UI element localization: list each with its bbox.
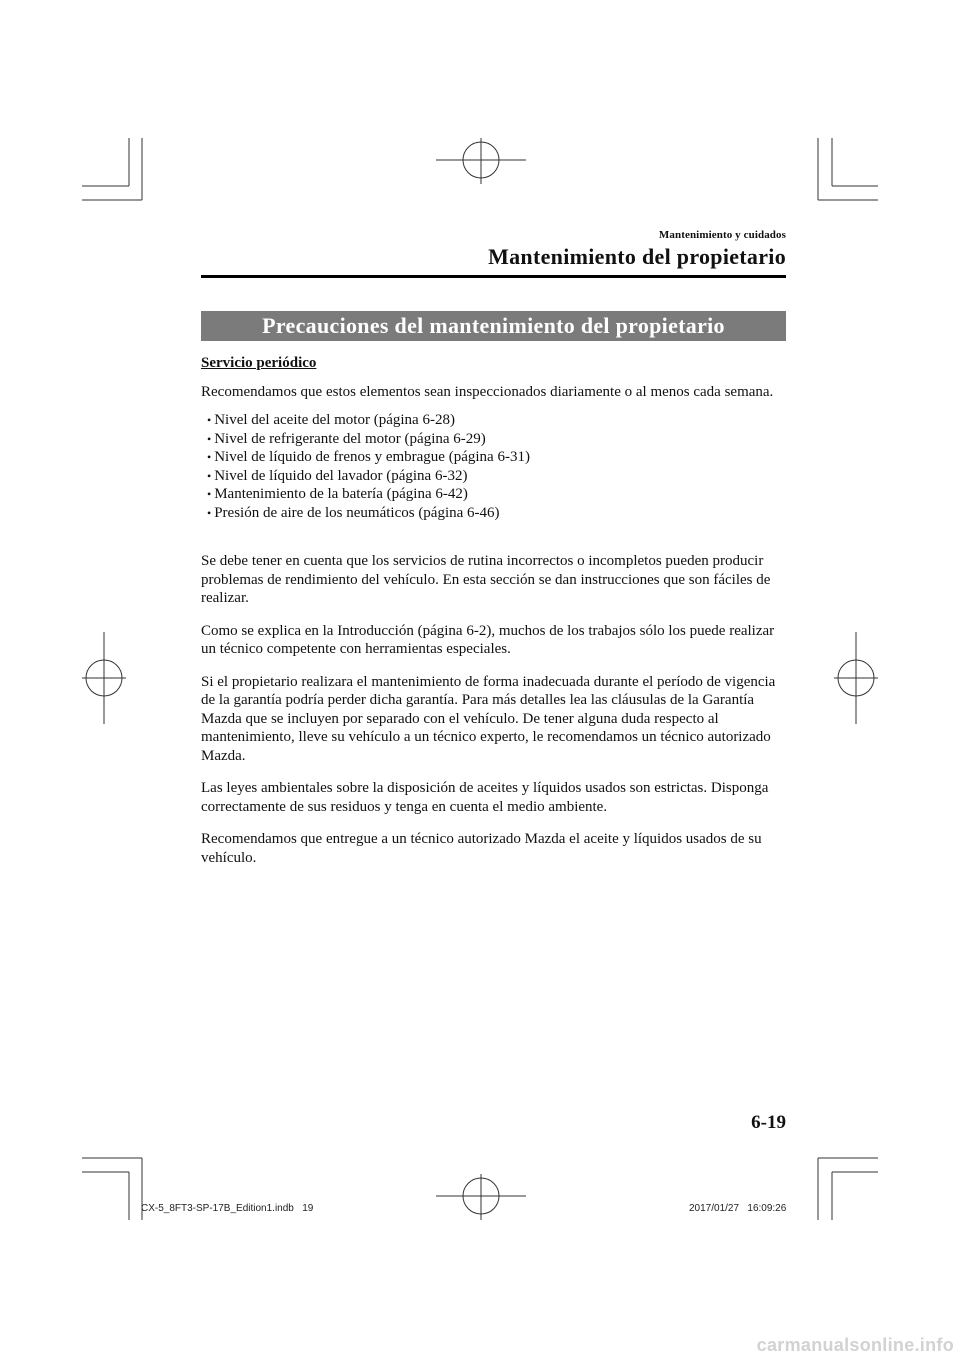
main-content	[201, 354, 786, 881]
checklist	[207, 411, 786, 522]
paragraph: Se debe tener en cuenta que los servicios de rutina incorrectos o incompletos pueden producir problemas de rendimiento del vehículo. En esta sección se dan instrucciones que son fáciles de realizar.	[201, 553, 771, 606]
footer-timestamp: 2017/01/27 16:09:26	[689, 1203, 787, 1214]
list-item: • Nivel del aceite del motor (página 6-28)	[207, 411, 786, 430]
paragraph: Las leyes ambientales sobre la disposición de aceites y líquidos usados son estrictas. Disponga correctamente de sus residuos y tenga en cuenta el medio ambiente.	[201, 780, 769, 815]
list-item: • Mantenimiento de la batería (página 6-42)	[207, 485, 786, 504]
page-number: 6-19	[751, 1112, 786, 1133]
list-item: • Nivel de líquido de frenos y embrague (página 6-31)	[207, 448, 786, 467]
paragraph: Si el propietario realizara el mantenimiento de forma inadecuada durante el período de vigencia de la garantía podría perder dicha garantía. Para más detalles lea las cláusulas de la Garantía Mazda que se incluyen por separado con el vehículo. De tener alguna duda respecto al mantenimiento, lleve su vehículo a un técnico experto, le recomendamos un técnico autorizado Mazda.	[201, 673, 776, 764]
subheading: Servicio periódico	[201, 355, 317, 371]
footer-filename: CX-5_8FT3-SP-17B_Edition1.indb 19	[141, 1203, 314, 1214]
intro-paragraph: Recomendamos que estos elementos sean inspeccionados diariamente o al menos cada semana.	[201, 383, 774, 400]
list-item: • Nivel de refrigerante del motor (página 6-29)	[207, 430, 786, 449]
watermark: carmanualsonline.info	[756, 1335, 954, 1355]
page-title-banner: Precauciones del mantenimiento del propietario	[201, 311, 786, 341]
header-divider	[201, 275, 786, 278]
section-label: Mantenimiento y cuidados	[658, 229, 786, 241]
list-item: • Nivel de líquido del lavador (página 6-32)	[207, 467, 786, 486]
paragraph: Como se explica en la Introducción (página 6-2), muchos de los trabajos sólo los puede realizar un técnico competente con herramientas especiales.	[201, 622, 775, 657]
list-item: • Presión de aire de los neumáticos (página 6-46)	[207, 504, 786, 523]
paragraph: Recomendamos que entregue a un técnico autorizado Mazda el aceite y líquidos usados de su vehículo.	[201, 831, 762, 866]
section-title: Mantenimiento del propietario	[488, 244, 786, 269]
